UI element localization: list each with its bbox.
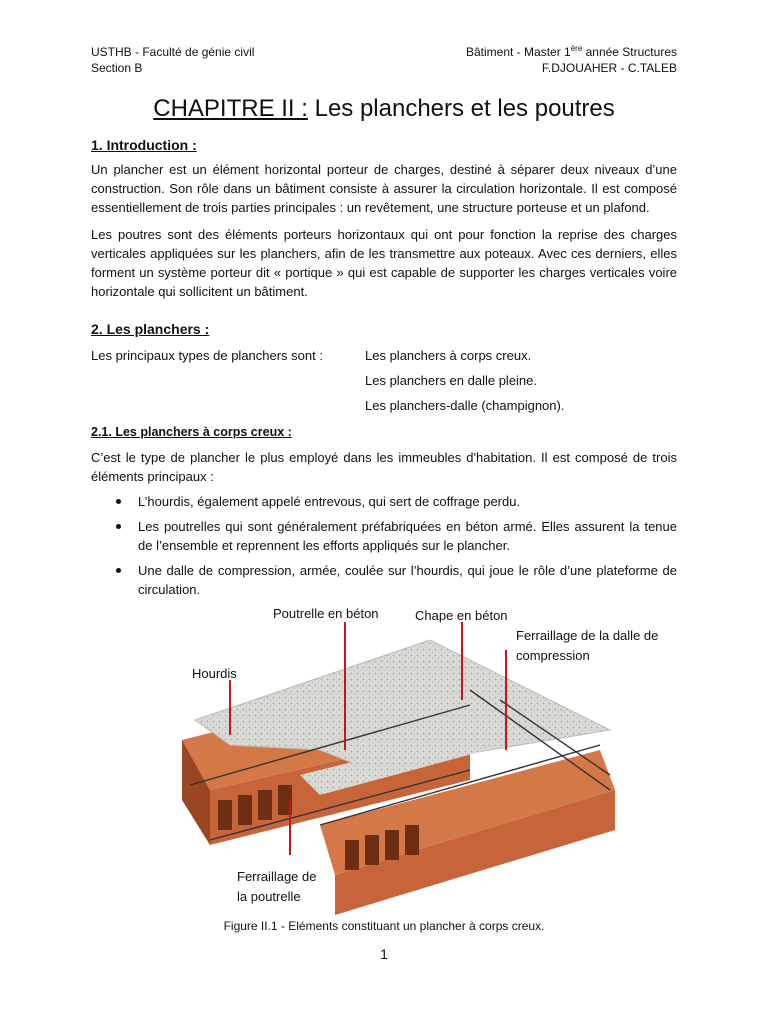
type-item: Les planchers-dalle (champignon). <box>365 398 565 413</box>
header-course-pre: Bâtiment - Master 1 <box>466 45 571 59</box>
corps-creux-intro: C’est le type de plancher le plus employé dans les immeubles d'habitation. Il est composé de trois éléments principaux : <box>91 450 677 484</box>
header-course-post: année Structures <box>582 45 677 59</box>
chapter-prefix: CHAPITRE II : <box>153 95 308 122</box>
list-item <box>91 561 677 599</box>
bullet-icon <box>116 524 121 529</box>
type-item: Les planchers en dalle pleine. <box>365 373 538 388</box>
header-course <box>466 44 677 60</box>
label-ferraillage-poutrelle-2: la poutrelle <box>237 889 301 904</box>
label-ferraillage-dalle-2: compression <box>516 648 590 663</box>
types-label: Les principaux types de planchers sont : <box>91 348 323 363</box>
chapter-title <box>0 94 768 124</box>
list-item-text: Les poutrelles qui sont généralement préfabriquées en béton armé. Elles assurent la tenue de l’ensemble et reprennent les efforts appliqués sur le plancher. <box>138 519 677 553</box>
section-2-1-heading: 2.1. Les planchers à corps creux : <box>91 425 292 439</box>
figure-caption: Figure II.1 - Eléments constituant un plancher à corps creux. <box>223 919 545 933</box>
section-1-heading: 1. Introduction : <box>91 137 197 153</box>
intro-paragraph-1: Un plancher est un élément horizontal porteur de charges, destiné à séparer deux niveaux d’une construction. Son rôle dans un bâtiment consiste à assurer la circulation horizontale. Il est composé essentiellement de trois parties principales : un revêtement, une structure porteuse et un plafond. <box>91 162 677 215</box>
page-number: 1 <box>380 946 388 962</box>
chapter-name: Les planchers et les poutres <box>307 95 615 122</box>
list-item-text: Une dalle de compression, armée, coulée sur l’hourdis, qui joue le rôle d’une plateforme de circulation. <box>138 563 677 597</box>
header-authors: F.DJOUAHER - C.TALEB <box>541 61 677 75</box>
label-hourdis: Hourdis <box>192 666 237 681</box>
type-item: Les planchers à corps creux. <box>365 348 532 363</box>
header-right <box>466 44 677 76</box>
section-planchers-heading <box>91 320 677 338</box>
section-corps-creux <box>91 424 677 605</box>
header-section: Section B <box>91 61 143 75</box>
label-poutrelle: Poutrelle en béton <box>273 606 379 621</box>
label-chape: Chape en béton <box>415 608 508 623</box>
bullet-icon <box>116 499 121 504</box>
list-item <box>91 492 677 511</box>
header-faculty: USTHB - Faculté de génie civil <box>91 45 255 59</box>
bullet-icon <box>116 568 121 573</box>
list-item <box>91 517 677 555</box>
label-ferraillage-poutrelle-1: Ferraillage de <box>237 869 317 884</box>
label-ferraillage-dalle-1: Ferraillage de la dalle de <box>516 628 659 643</box>
section-introduction <box>91 136 677 301</box>
components-list <box>91 492 677 599</box>
intro-paragraph-2: Les poutres sont des éléments porteurs horizontaux qui ont pour fonction la reprise des charges verticales appliquées sur les planchers, afin de les transmettre aux poteaux. Avec ces derniers, elles forment un système porteur dit « portique » qui est capable de supporter les charges verticales voire horizontale qui sollicitent un bâtiment. <box>91 227 677 299</box>
header-left <box>91 44 254 76</box>
section-2-heading: 2. Les planchers : <box>91 321 210 337</box>
header-course-sup: ère <box>570 44 583 53</box>
figure-plancher-corps-creux <box>170 600 659 910</box>
list-item-text: L’hourdis, également appelé entrevous, qui sert de coffrage perdu. <box>138 494 521 509</box>
